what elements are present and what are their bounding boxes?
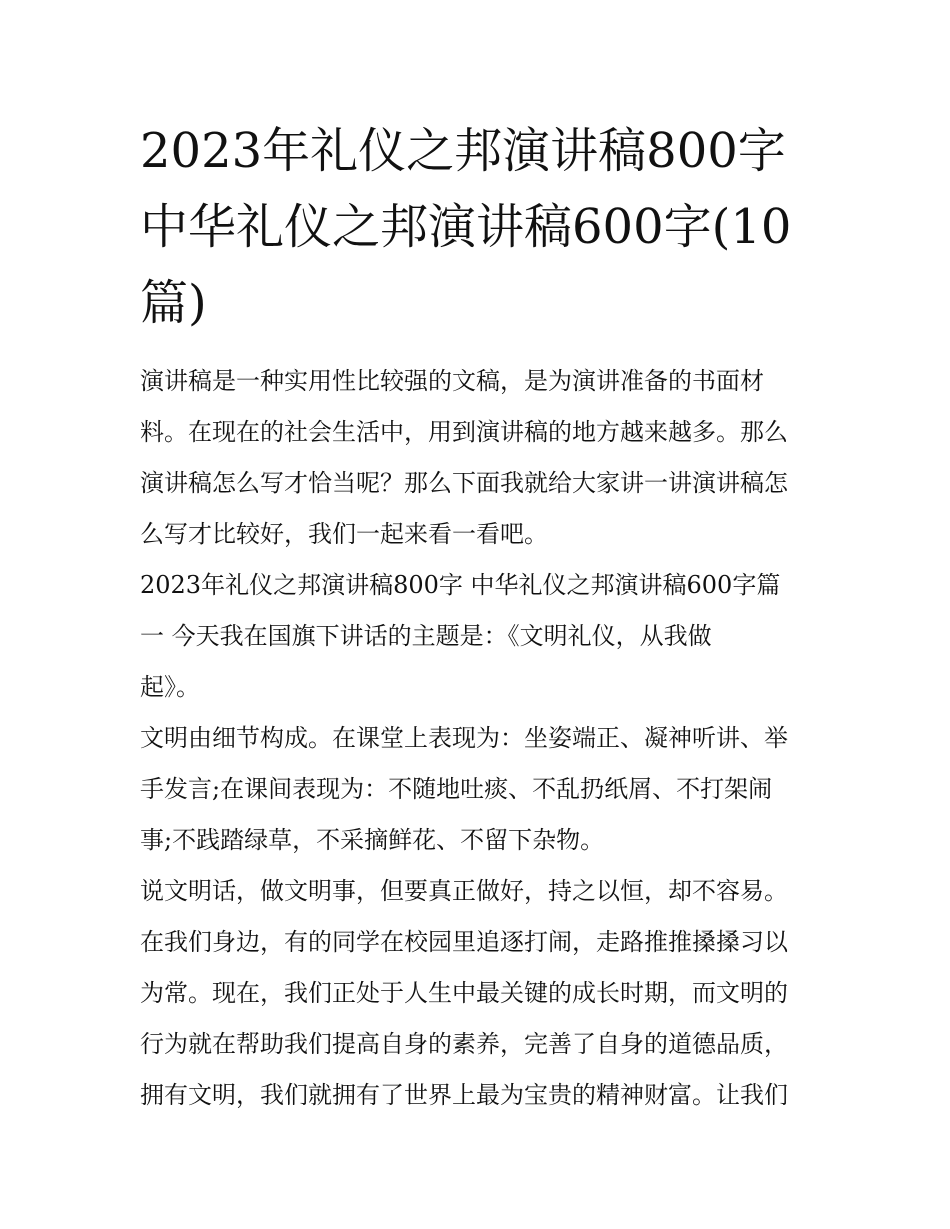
body-line: 说文明话，做文明事，但要真正做好，持之以恒，却不容易。 [140, 877, 788, 905]
title-line-2: 中华礼仪之邦演讲稿600字(10 [140, 199, 792, 255]
title-line-3: 篇) [140, 275, 207, 331]
document-title [140, 113, 820, 341]
body-line: 为常。现在，我们正处于人生中最关键的成长时期，而文明的 [140, 979, 788, 1007]
body-line: 起》。 [140, 673, 200, 701]
body-line: 演讲稿是一种实用性比较强的文稿，是为演讲准备的书面材 [140, 367, 764, 395]
document-body [140, 356, 820, 1121]
body-line: 事;不践踏绿草，不采摘鲜花、不留下杂物。 [140, 826, 605, 854]
body-line: 么写才比较好，我们一起来看一看吧。 [140, 520, 548, 548]
body-line: 一 今天我在国旗下讲话的主题是：《文明礼仪，从我做 [140, 622, 712, 650]
body-line: 料。在现在的社会生活中，用到演讲稿的地方越来越多。那么 [140, 418, 788, 446]
body-line: 文明由细节构成。在课堂上表现为：坐姿端正、凝神听讲、举 [140, 724, 788, 752]
body-line: 演讲稿怎么写才恰当呢？那么下面我就给大家讲一讲演讲稿怎 [140, 469, 788, 497]
title-line-1: 2023年礼仪之邦演讲稿800字 [140, 123, 786, 179]
body-line: 行为就在帮助我们提高自身的素养，完善了自身的道德品质， [140, 1030, 788, 1058]
body-line: 在我们身边，有的同学在校园里追逐打闹，走路推推搡搡习以 [140, 928, 788, 956]
body-line: 2023年礼仪之邦演讲稿800字 中华礼仪之邦演讲稿600字篇 [140, 571, 781, 599]
body-line: 拥有文明，我们就拥有了世界上最为宝贵的精神财富。让我们 [140, 1081, 788, 1109]
body-line: 手发言;在课间表现为：不随地吐痰、不乱扔纸屑、不打架闹 [140, 775, 773, 803]
